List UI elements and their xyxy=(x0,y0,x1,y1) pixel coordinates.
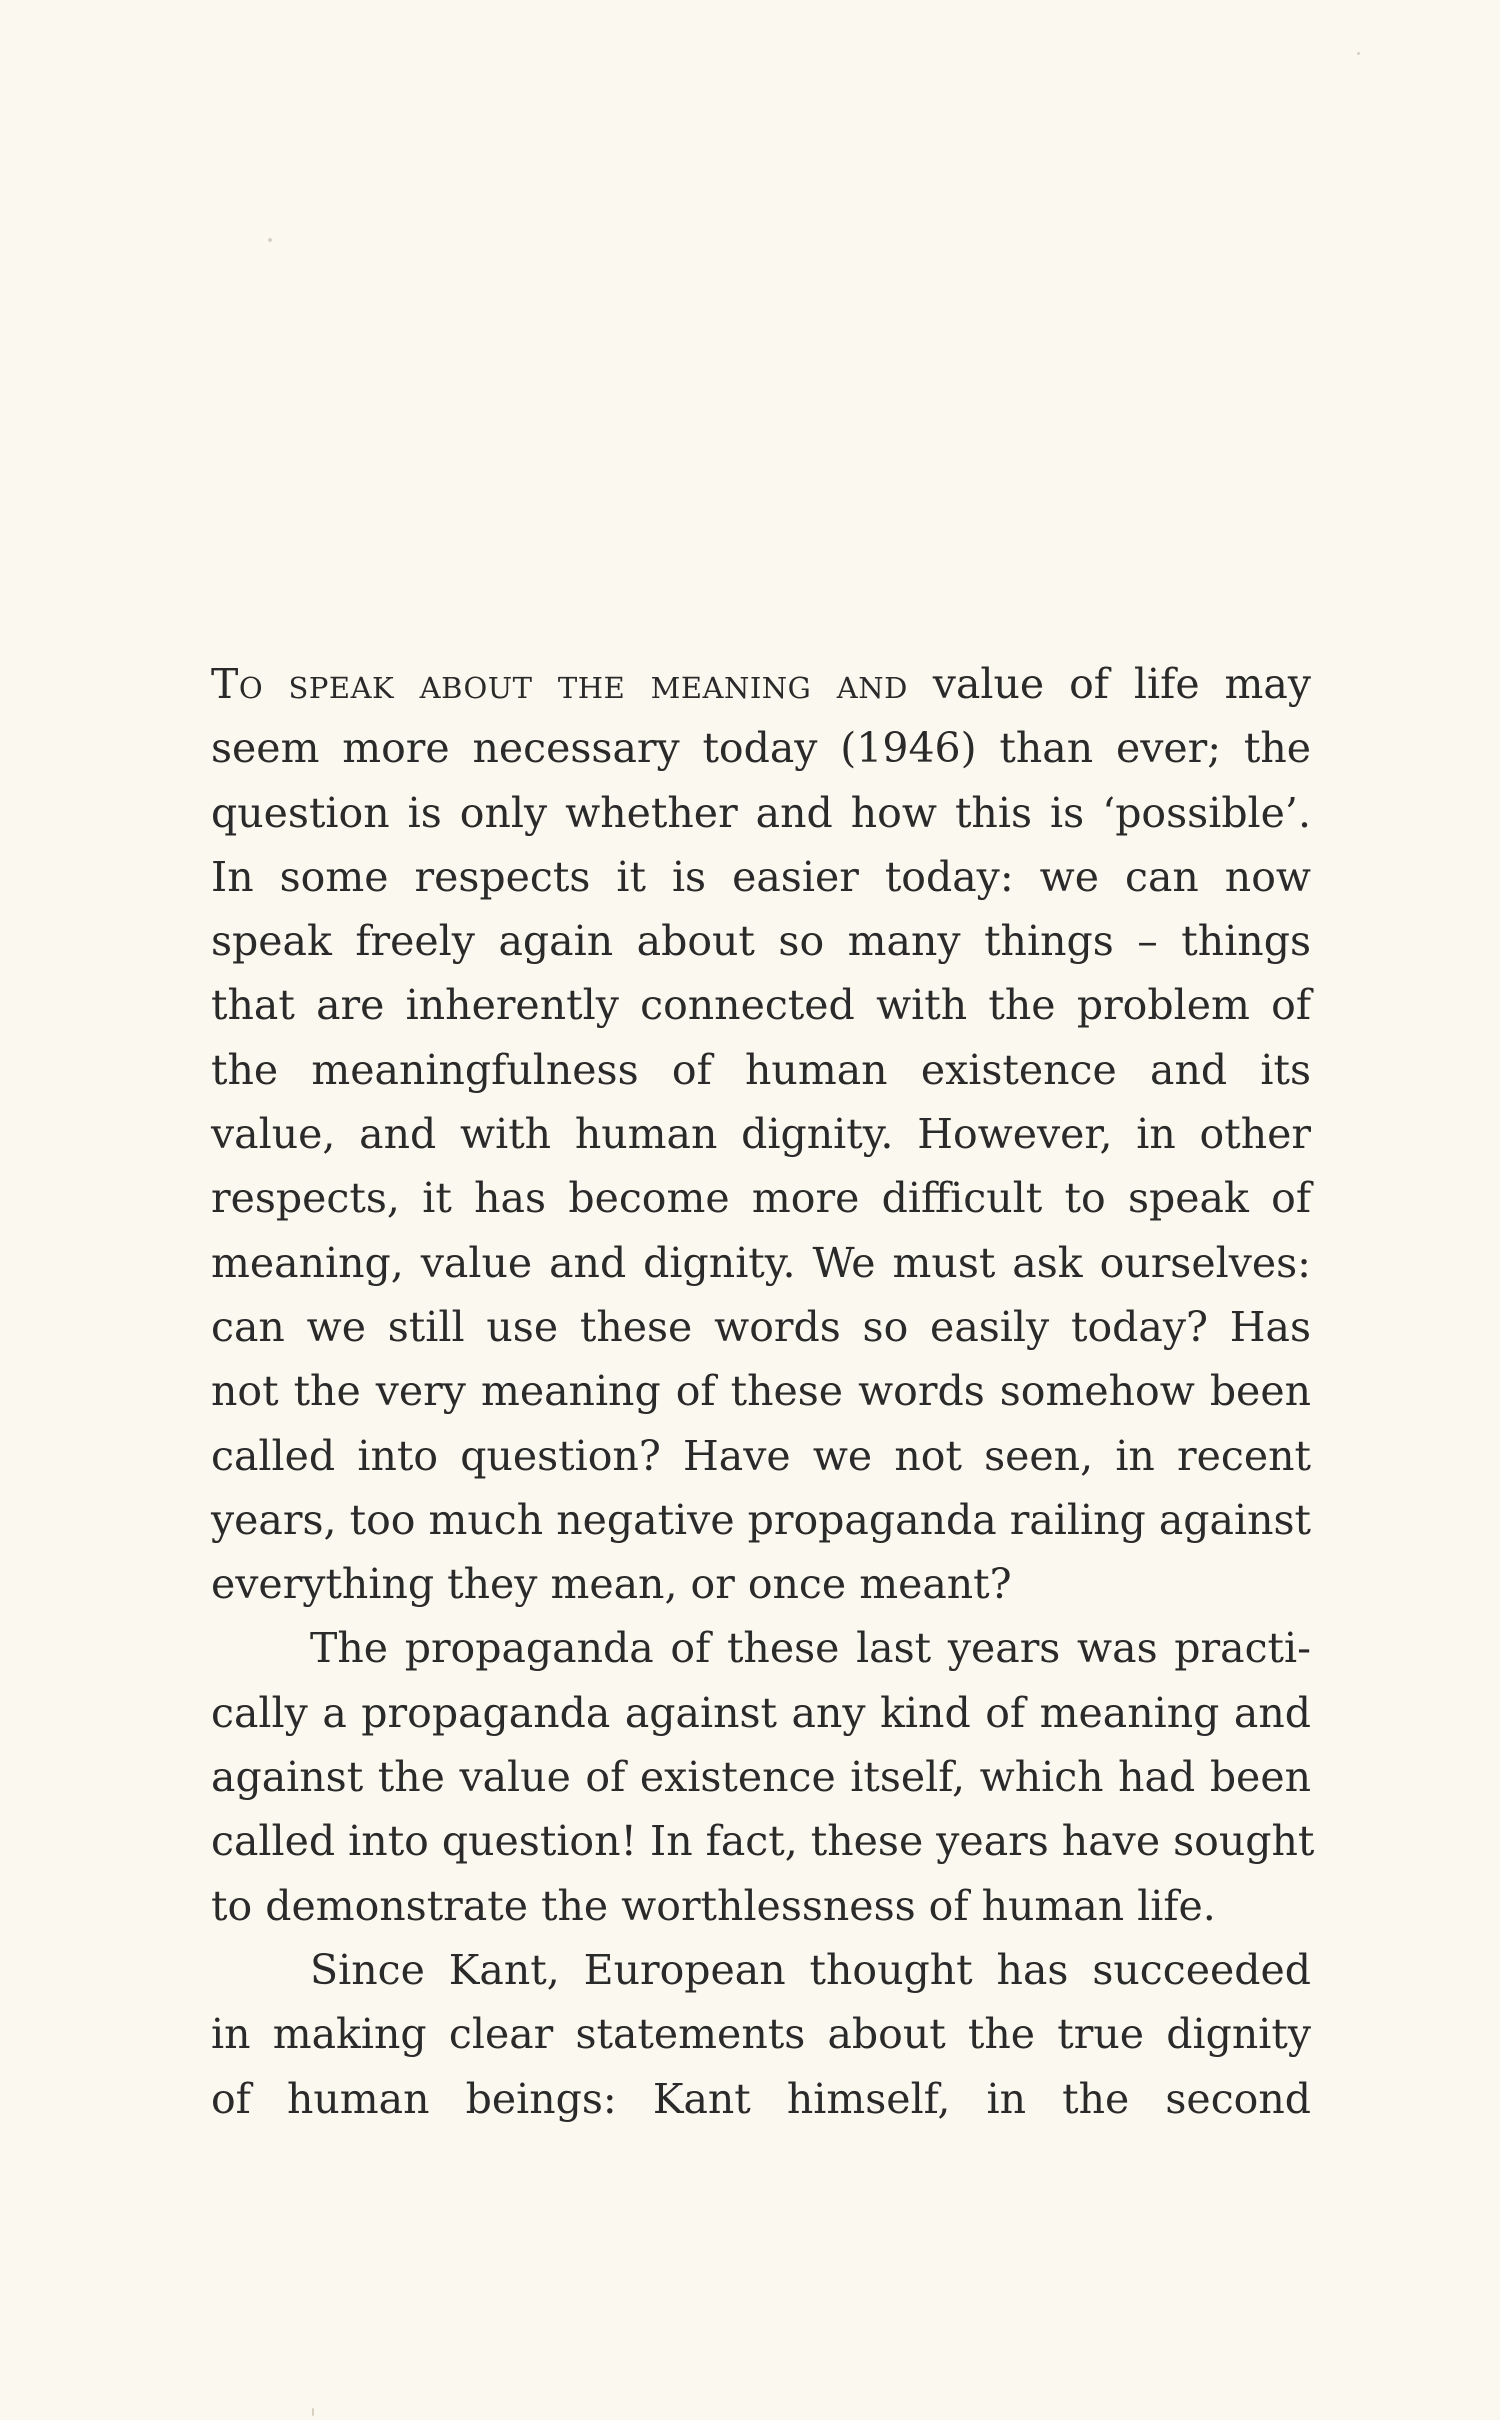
paper-speck xyxy=(312,2408,314,2416)
text-line-1 xyxy=(211,652,1311,716)
opening-small-caps: To speak about the meaning and xyxy=(211,660,908,708)
text-line-13: called into question? Have we not seen, in recent xyxy=(211,1431,1311,1480)
text-line-15: everything they mean, or once meant? xyxy=(211,1560,1012,1609)
text-line-17: cally a propaganda against any kind of meaning and xyxy=(211,1688,1311,1737)
text-line-16: The propaganda of these last years was practi- xyxy=(310,1624,1311,1673)
text-line-21: Since Kant, European thought has succeeded xyxy=(310,1945,1311,1994)
text-line-5: speak freely again about so many things – things xyxy=(211,917,1311,966)
text-line-10: meaning, value and dignity. We must ask ourselves: xyxy=(211,1238,1311,1287)
body-text xyxy=(211,652,1315,2131)
text-line-4: In some respects it is easier today: we can now xyxy=(211,852,1311,901)
text-line-3: question is only whether and how this is ‘possible’. xyxy=(211,788,1311,837)
text-line-20: to demonstrate the worthlessness of human life. xyxy=(211,1881,1216,1930)
text-line-14: years, too much negative propaganda railing against xyxy=(211,1495,1311,1544)
line-1-rest: value of life may xyxy=(907,660,1311,708)
text-line-22: in making clear statements about the true dignity xyxy=(211,2010,1311,2059)
text-line-2: seem more necessary today (1946) than ever; the xyxy=(211,724,1311,773)
text-line-6: that are inherently connected with the problem of xyxy=(211,981,1311,1030)
text-line-11: can we still use these words so easily today? Has xyxy=(211,1302,1311,1351)
text-line-23: of human beings: Kant himself, in the second xyxy=(211,2074,1311,2123)
text-line-12: not the very meaning of these words somehow been xyxy=(211,1367,1311,1416)
text-line-19: called into question! In fact, these years have sought xyxy=(211,1817,1315,1866)
text-line-9: respects, it has become more difficult to speak of xyxy=(211,1174,1311,1223)
paper-speck xyxy=(1357,52,1360,55)
text-line-7: the meaningfulness of human existence and its xyxy=(211,1045,1311,1094)
text-line-18: against the value of existence itself, which had been xyxy=(211,1753,1311,1802)
paper-speck xyxy=(268,238,272,242)
text-line-8: value, and with human dignity. However, in other xyxy=(211,1110,1311,1159)
